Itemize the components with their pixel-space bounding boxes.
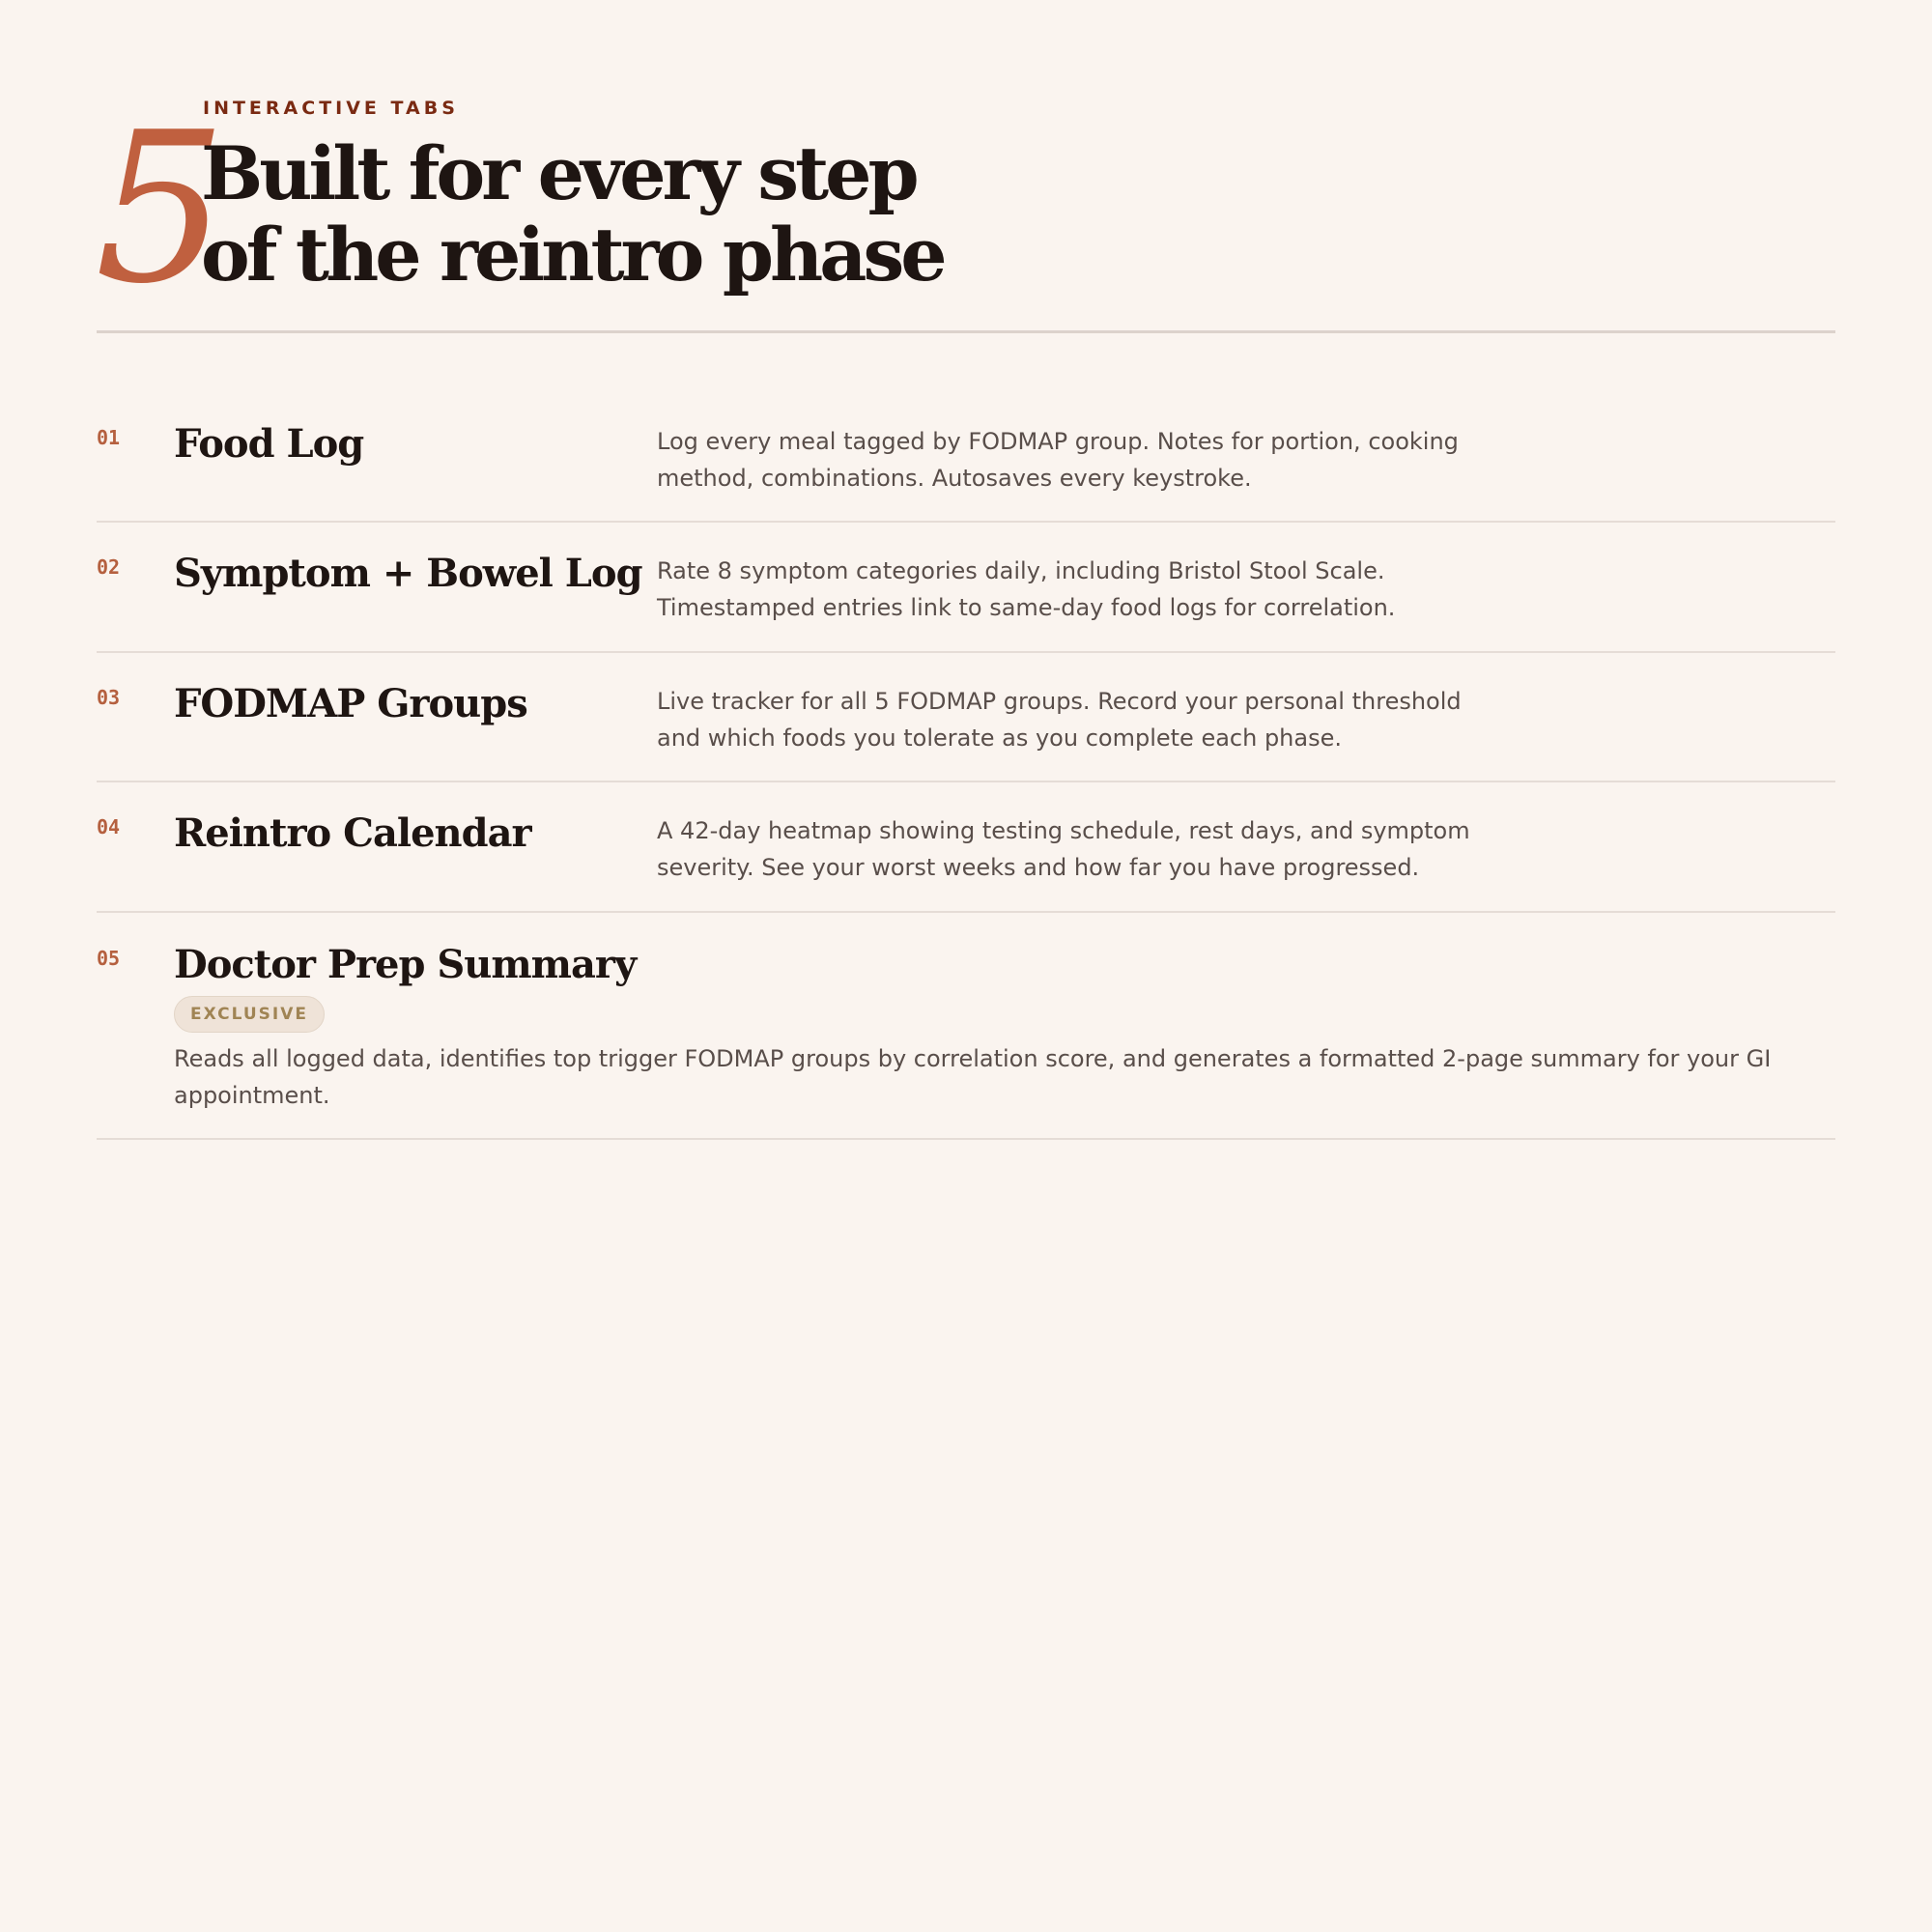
feature-number: 01 [97,426,121,449]
feature-row-symptom-bowel-log[interactable] [97,523,1835,653]
section-header [97,0,1835,333]
feature-description: A 42-day heatmap showing testing schedule, rest days, and symptom severity. See your worst weeks and how far you have progressed. [657,817,1470,881]
feature-title: FODMAP Groups [174,681,527,726]
feature-title: Doctor Prep Summary [174,942,637,987]
exclusive-badge: EXCLUSIVE [174,996,325,1033]
feature-title: Food Log [174,421,364,467]
feature-row-fodmap-groups[interactable] [97,653,1835,782]
feature-description: Log every meal tagged by FODMAP group. Notes for portion, cooking method, combinations. Autosaves every keystroke. [657,428,1459,492]
section-title-line-2: of the reintro phase [201,212,944,298]
feature-count-numeral: 5 [95,87,223,329]
feature-number: 03 [97,686,121,709]
feature-row-reintro-calendar[interactable] [97,782,1835,913]
feature-number: 05 [97,947,121,970]
feature-description: Live tracker for all 5 FODMAP groups. Record your personal threshold and which foods you tolerate as you complete each phase. [657,688,1462,752]
feature-title: Symptom + Bowel Log [174,551,642,596]
feature-number: 04 [97,815,121,838]
section-title [201,130,1070,298]
feature-title: Reintro Calendar [174,810,531,856]
features-section [97,0,1835,1932]
feature-row-doctor-prep-summary[interactable] [97,913,1835,1140]
feature-row-food-log[interactable] [97,333,1835,523]
section-title-line-1: Built for every step [201,130,916,216]
feature-number: 02 [97,555,121,579]
eyebrow-label: INTERACTIVE TABS [203,98,459,119]
feature-description: Reads all logged data, identifies top trigger FODMAP groups by correlation score, and generates a formatted 2-page summary for your GI appointment. [174,1045,1772,1109]
feature-description: Rate 8 symptom categories daily, including Bristol Stool Scale. Timestamped entries link to same-day food logs for correlation. [657,557,1396,621]
